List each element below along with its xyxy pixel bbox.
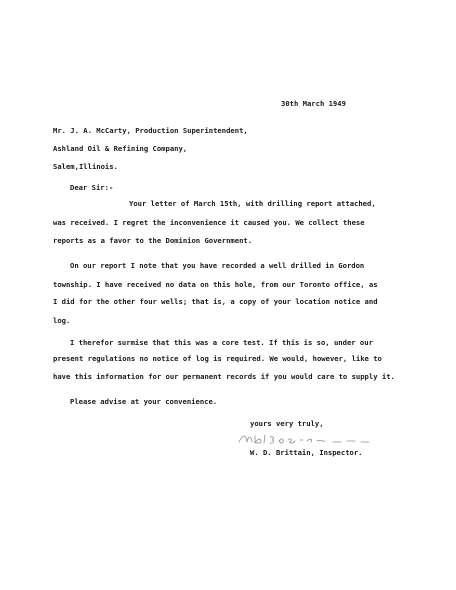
paragraph-2-line-2: township. I have received no data on this hole, from our Toronto office, as (53, 280, 378, 289)
signature-block: W. D. Brittain, Inspector. (250, 448, 363, 457)
salutation: Dear Sir:- (70, 183, 114, 192)
paragraph-3-line-3: have this information for our permanent records if you would care to supply it. (53, 372, 395, 381)
recipient-company: Ashland Oil & Refining Company, (53, 144, 188, 153)
paragraph-2-line-3: I did for the other four wells; that is, a copy of your location notice and (53, 297, 378, 306)
recipient-location: Salem,Illinois. (53, 162, 118, 171)
paragraph-1-line-2: was received. I regret the inconvenience it caused you. We collect these (53, 218, 365, 227)
paragraph-2-line-1: On our report I note that you have recorded a well drilled in Gordon (70, 261, 365, 270)
closing-request: Please advise at your convenience. (70, 397, 218, 406)
paragraph-1-line-1: Your letter of March 15th, with drilling report attached, (129, 199, 376, 208)
paragraph-1-line-3: reports as a favor to the Dominion Government. (53, 236, 253, 245)
complimentary-close: yours very truly, (250, 419, 324, 428)
paragraph-3-line-1: I therefor surmise that this was a core test. If this is so, under our (70, 338, 373, 347)
recipient-name: Mr. J. A. McCarty, Production Superintendent, (53, 126, 248, 135)
handwritten-signature (237, 432, 377, 446)
paragraph-3-line-2: present regulations no notice of log is required. We would, however, like to (53, 354, 382, 363)
paragraph-2-line-4: log. (53, 316, 71, 325)
letter-date: 30th March 1949 (281, 99, 346, 108)
